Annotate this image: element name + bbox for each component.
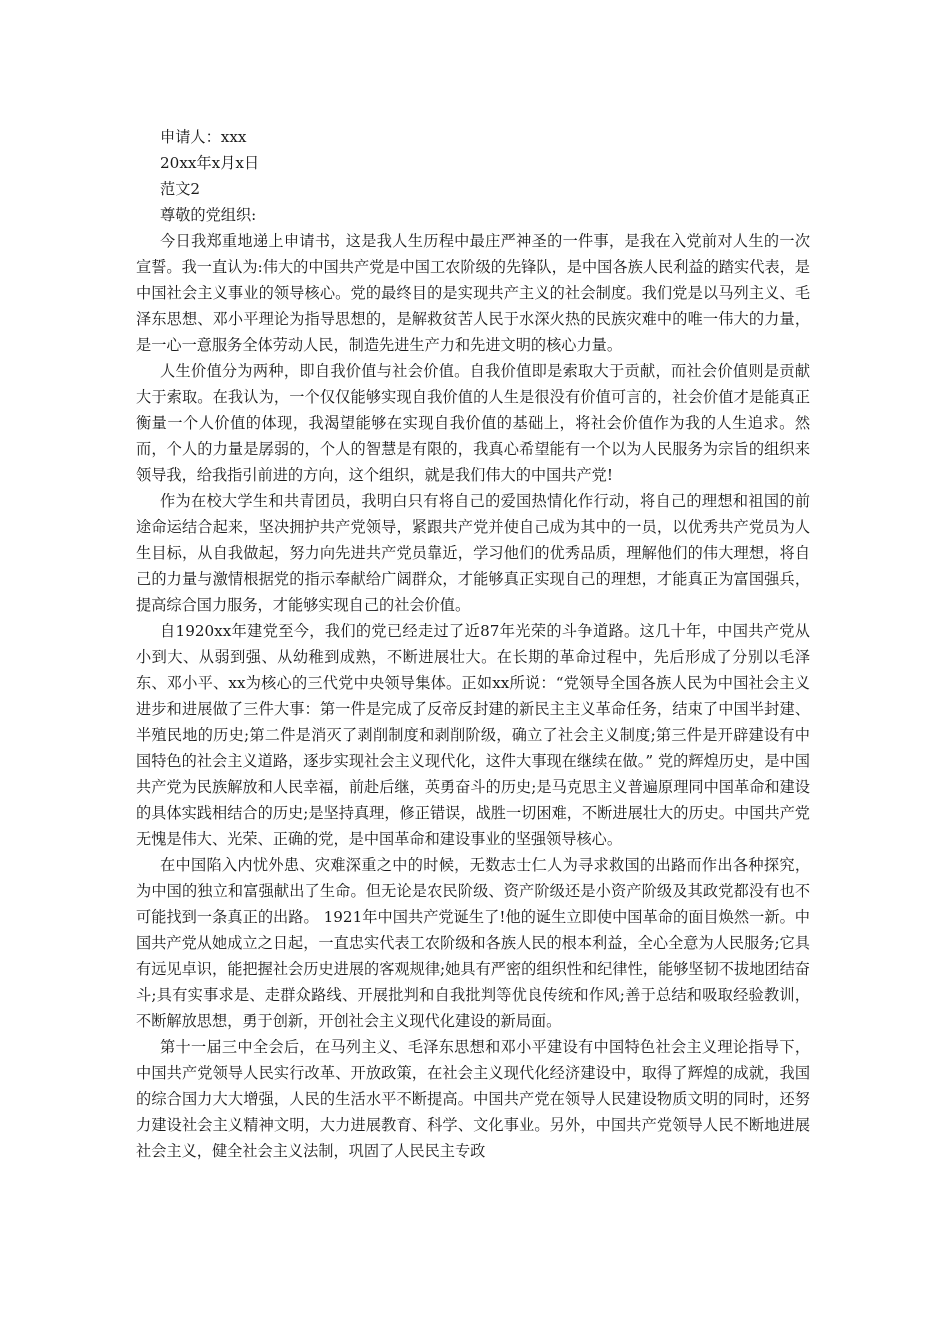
document-body (136, 124, 810, 1164)
salutation: 尊敬的党组织: (160, 206, 257, 224)
paragraph-3: 作为在校大学生和共青团员，我明白只有将自己的爱国热情化作行动，将自己的理想和祖国的前途命运结合起来，坚决拥护共产党领导，紧跟共产党并使自己成为其中的一员，以优秀共产党员为人生目标，从自我做起，努力向先进共产党员靠近，学习他们的优秀品质，理解他们的伟大理想，将自己的力量与激情根据党的指示奉献给广阔群众，才能够真正实现自己的理想，才能真正为富国强兵，提高综合国力服务，才能够实现自己的社会价值。 (136, 492, 810, 614)
paragraph-5: 在中国陷入内忧外患、灾难深重之中的时候，无数志士仁人为寻求救国的出路而作出各种探究，为中国的独立和富强献出了生命。但无论是农民阶级、资产阶级还是小资产阶级及其政党都没有也不可能找到一条真正的出路。 1921年中国共产党诞生了!他的诞生立即使中国革命的面目焕然一新。中国共产党从她成立之日起，一直忠实代表工农阶级和各族人民的根本利益，全心全意为人民服务;它具有远见卓识，能把握社会历史进展的客观规律;她具有严密的组织性和纪律性，能够坚韧不拔地团结奋斗;具有实事求是、走群众路线、开展批判和自我批判等优良传统和作风;善于总结和吸取经验教训，不断解放思想，勇于创新，开创社会主义现代化建设的新局面。 (136, 856, 810, 1030)
paragraph-6: 第十一届三中全会后，在马列主义、毛泽东思想和邓小平建设有中国特色社会主义理论指导下，中国共产党领导人民实行改革、开放政策，在社会主义现代化经济建设中，取得了辉煌的成就，我国的综合国力大大增强，人民的生活水平不断提高。中国共产党在领导人民建设物质文明的同时，还努力建设社会主义精神文明，大力进展教育、科学、文化事业。另外，中国共产党领导人民不断地进展社会主义，健全社会主义法制，巩固了人民民主专政 (136, 1038, 810, 1160)
paragraph-2: 人生价值分为两种，即自我价值与社会价值。自我价值即是索取大于贡献，而社会价值则是贡献大于索取。在我认为，一个仅仅能够实现自我价值的人生是很没有价值可言的，社会价值才是能真正衡量一个人价值的体现，我渴望能够在实现自我价值的基础上，将社会价值作为我的人生追求。然而，个人的力量是孱弱的，个人的智慧是有限的，我真心希望能有一个以为人民服务为宗旨的组织来领导我，给我指引前进的方向，这个组织，就是我们伟大的中国共产党! (136, 362, 810, 484)
applicant-line: 申请人：xxx (160, 128, 247, 146)
sample-title: 范文2 (160, 180, 201, 198)
paragraph-1: 今日我郑重地递上申请书，这是我人生历程中最庄严神圣的一件事，是我在入党前对人生的一次宣誓。我一直认为:伟大的中国共产党是中国工农阶级的先锋队，是中国各族人民利益的踏实代表，是中国社会主义事业的领导核心。党的最终目的是实现共产主义的社会制度。我们党是以马列主义、毛泽东思想、邓小平理论为指导思想的，是解救贫苦人民于水深火热的民族灾难中的唯一伟大的力量，是一心一意服务全体劳动人民，制造先进生产力和先进文明的核心力量。 (136, 232, 810, 354)
date-line: 20xx年x月x日 (160, 154, 260, 172)
paragraph-4: 自1920xx年建党至今，我们的党已经走过了近87年光荣的斗争道路。这几十年，中国共产党从小到大、从弱到强、从幼稚到成熟，不断进展壮大。在长期的革命过程中，先后形成了分别以毛泽东、邓小平、xx为核心的三代党中央领导集体。正如xx所说：“党领导全国各族人民为中国社会主义进步和进展做了三件大事：第一件是完成了反帝反封建的新民主主义革命任务，结束了中国半封建、半殖民地的历史;第二件是消灭了剥削制度和剥削阶级，确立了社会主义制度;第三件是开辟建设有中国特色的社会主义道路，逐步实现社会主义现代化，这件大事现在继续在做。” 党的辉煌历史，是中国共产党为民族解放和人民幸福，前赴后继，英勇奋斗的历史;是马克思主义普遍原理同中国革命和建设的具体实践相结合的历史;是坚持真理，修正错误，战胜一切困难，不断进展壮大的历史。中国共产党无愧是伟大、光荣、正确的党，是中国革命和建设事业的坚强领导核心。 (136, 622, 810, 848)
